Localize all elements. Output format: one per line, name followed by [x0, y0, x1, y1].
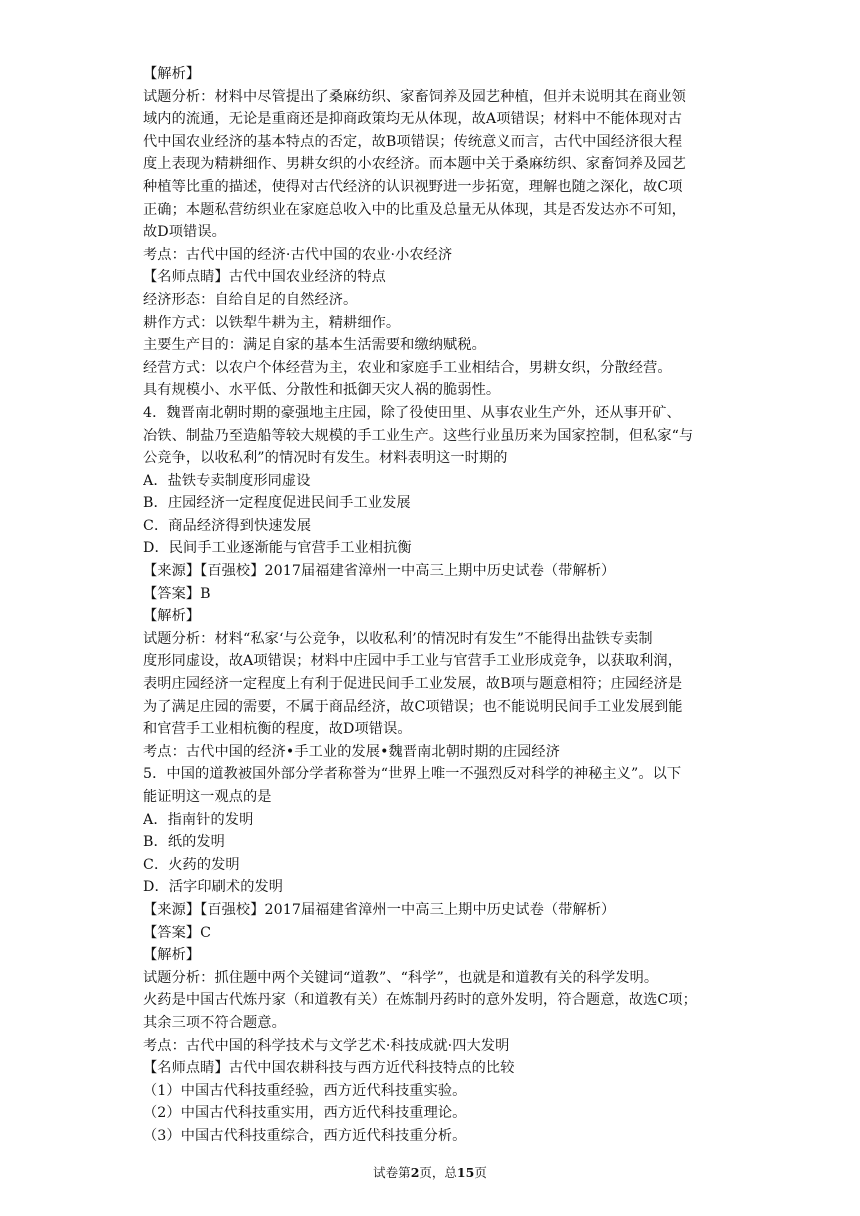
text-line: 主要生产目的：满足自家的基本生活需要和缴纳赋税。	[143, 337, 486, 354]
text-line: 代中国农业经济的基本特点的否定，故B项错误；传统意义而言，古代中国经济很大程	[143, 133, 683, 150]
text-line: A．指南针的发明	[143, 811, 254, 828]
text-line: 【来源】【百强校】2017届福建省漳州一中高三上期中历史试卷（带解析）	[143, 563, 616, 580]
text-line: B．庄园经济一定程度促进民间手工业发展	[143, 495, 411, 512]
text-line: 试题分析：材料中尽管提出了桑麻纺织、家畜饲养及园艺种植，但并未说明其在商业领	[143, 88, 686, 105]
text-line: 【来源】【百强校】2017届福建省漳州一中高三上期中历史试卷（带解析）	[143, 901, 616, 918]
text-line: 考点：古代中国的经济·古代中国的农业·小农经济	[143, 246, 453, 263]
text-line: 冶铁、制盐乃至造船等较大规模的手工业生产。这些行业虽历来为国家控制，但私家“与	[143, 427, 694, 444]
text-line: 和官营手工业相杭衡的程度，故D项错误。	[143, 721, 412, 738]
text-line: （2）中国古代科技重实用，西方近代科技重理论。	[143, 1105, 467, 1122]
text-line: 故D项错误。	[143, 224, 226, 241]
footer-page-number: 2	[410, 1165, 420, 1180]
text-line: 其余三项不符合题意。	[143, 1014, 286, 1031]
footer-middle: 页，总	[419, 1165, 457, 1180]
text-line: 域内的流通，无论是重商还是抑商政策均无从体现，故A项错误；材料中不能体现对古	[143, 111, 682, 128]
text-line: B．纸的发明	[143, 834, 225, 851]
text-line: 【答案】B	[143, 585, 211, 602]
text-line: 度上表现为精耕细作、男耕女织的小农经济。而本题中关于桑麻纺织、家畜饲养及园艺	[143, 156, 686, 173]
text-line: 5．中国的道教被国外部分学者称誉为“世界上唯一不强烈反对科学的神秘主义”。以下	[143, 766, 682, 783]
text-line: 经营方式：以农户个体经营为主，农业和家庭手工业相结合，男耕女织，分散经营。	[143, 359, 672, 376]
text-line: 【名师点睛】古代中国农耕科技与西方近代科技特点的比较	[143, 1060, 515, 1077]
text-line: 耕作方式：以铁犁牛耕为主，精耕细作。	[143, 314, 401, 331]
text-line: 能证明这一观点的是	[143, 789, 272, 805]
document-body	[143, 63, 733, 1148]
text-line: C．火药的发明	[143, 856, 240, 873]
text-line: 种植等比重的描述，使得对古代经济的认识视野进一步拓宽，理解也随之深化，故C项	[143, 178, 683, 195]
text-line: 试题分析：抓住题中两个关键词“道教”、“科学”，也就是和道教有关的科学发明。	[143, 969, 659, 986]
text-line: 【解析】	[143, 947, 201, 964]
text-line: 【答案】C	[143, 924, 212, 941]
footer-total-pages: 15	[456, 1165, 475, 1180]
text-line: 考点：古代中国的经济•手工业的发展•魏晋南北朝时期的庄园经济	[143, 743, 560, 760]
text-line: C．商品经济得到快速发展	[143, 517, 312, 534]
text-line: 【解析】	[143, 66, 201, 82]
text-line: 火药是中国古代炼丹家（和道教有关）在炼制丹药时的意外发明，符合题意，故选C项；	[143, 992, 697, 1009]
text-line: 经济形态：自给自足的自然经济。	[143, 291, 358, 308]
text-line: （1）中国古代科技重经验，西方近代科技重实验。	[143, 1082, 467, 1099]
text-line: 【解析】	[143, 608, 201, 625]
text-line: 【名师点睛】古代中国农业经济的特点	[143, 269, 386, 286]
footer-suffix: 页	[474, 1165, 487, 1180]
text-line: D．民间手工业逐渐能与官营手工业相抗衡	[143, 540, 412, 557]
text-line: 为了满足庄园的需要，不属于商品经济，故C项错误；也不能说明民间手工业发展到能	[143, 698, 683, 715]
text-line: 考点：古代中国的科学技术与文学艺术·科技成就·四大发明	[143, 1037, 510, 1054]
text-line: 表明庄园经济一定程度上有利于促进民间手工业发展，故B项与题意相符；庄园经济是	[143, 676, 683, 693]
text-line: 试题分析：材料“私家‘与公竞争，以收私利’的情况时有发生”不能得出盐铁专卖制	[143, 630, 653, 647]
text-line: 公竞争，以收私利”的情况时有发生。材料表明这一时期的	[143, 450, 508, 467]
footer-prefix: 试卷第	[373, 1165, 411, 1180]
text-line: D．活字印刷术的发明	[143, 879, 284, 896]
text-line: 度形同虚设，故A项错误；材料中庄园中手工业与官营手工业形成竞争，以获取利润，	[143, 653, 682, 670]
text-line: 4．魏晋南北朝时期的豪强地主庄园，除了役使田里、从事农业生产外，还从事开矿、	[143, 404, 681, 421]
text-line: A．盐铁专卖制度形同虚设	[143, 472, 311, 489]
text-line: 正确；本题私营纺织业在家庭总收入中的比重及总量无从体现，其是否发达亦不可知，	[143, 201, 686, 218]
page-footer	[0, 1163, 860, 1181]
text-line: （3）中国古代科技重综合，西方近代科技重分析。	[143, 1127, 467, 1144]
text-line: 具有规模小、水平低、分散性和抵御天灾人祸的脆弱性。	[143, 382, 501, 399]
